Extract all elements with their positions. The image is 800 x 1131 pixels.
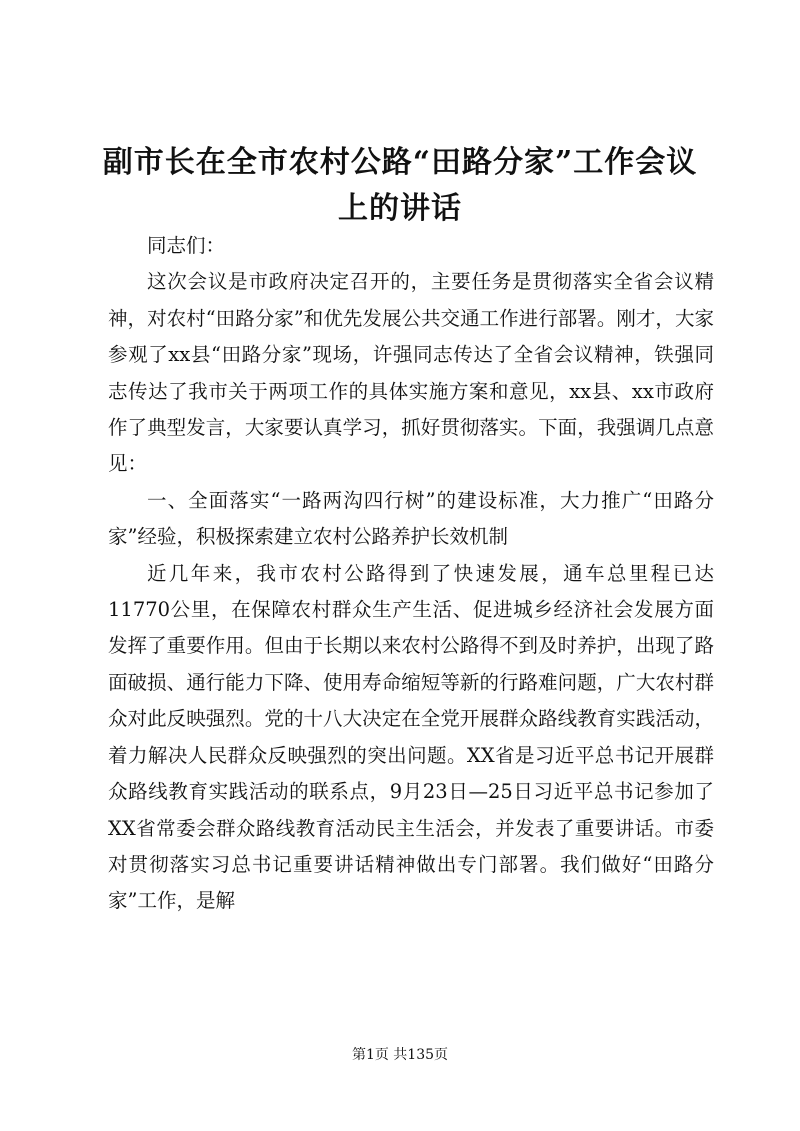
page-footer: 第1页 共135页 xyxy=(351,1047,449,1063)
paragraph-intro: 这次会议是市政府决定召开的，主要任务是贯彻落实全省会议精神，对农村“田路分家”和优先发展公共交通工作进行部署。刚才，大家参观了xx县“田路分家”现场，许强同志传达了全省会议精神，铁强同志传达了我市关于两项工作的具体实施方案和意见，xx县、xx市政府作了典型发言，大家要认真学习，抓好贯彻落实。下面，我强调几点意见： xyxy=(108,270,714,476)
salutation: 同志们： xyxy=(147,234,226,257)
section-heading-1: 一、全面落实“一路两沟四行树”的建设标准，大力推广“田路分家”经验，积极探索建立农村公路养护长效机制 xyxy=(108,488,714,549)
document-body xyxy=(108,228,714,920)
document-title: 副市长在全市农村公路“田路分家”工作会议上的讲话 xyxy=(102,145,698,226)
paragraph-body: 近几年来，我市农村公路得到了快速发展，通车总里程已达11770公里，在保障农村群众生产生活、促进城乡经济社会发展方面发挥了重要作用。但由于长期以来农村公路得不到及时养护，出现了路面破损、通行能力下降、使用寿命缩短等新的行路难问题，广大农村群众对此反映强烈。党的十八大决定在全党开展群众路线教育实践活动，着力解决人民群众反映强烈的突出问题。XX省是习近平总书记开展群众路线教育实践活动的联系点，9月23日—25日习近平总书记参加了XX省常委会群众路线教育活动民主生活会，并发表了重要讲话。市委对贯彻落实习总书记重要讲话精神做出专门部署。我们做好“田路分家”工作，是解 xyxy=(108,561,714,913)
